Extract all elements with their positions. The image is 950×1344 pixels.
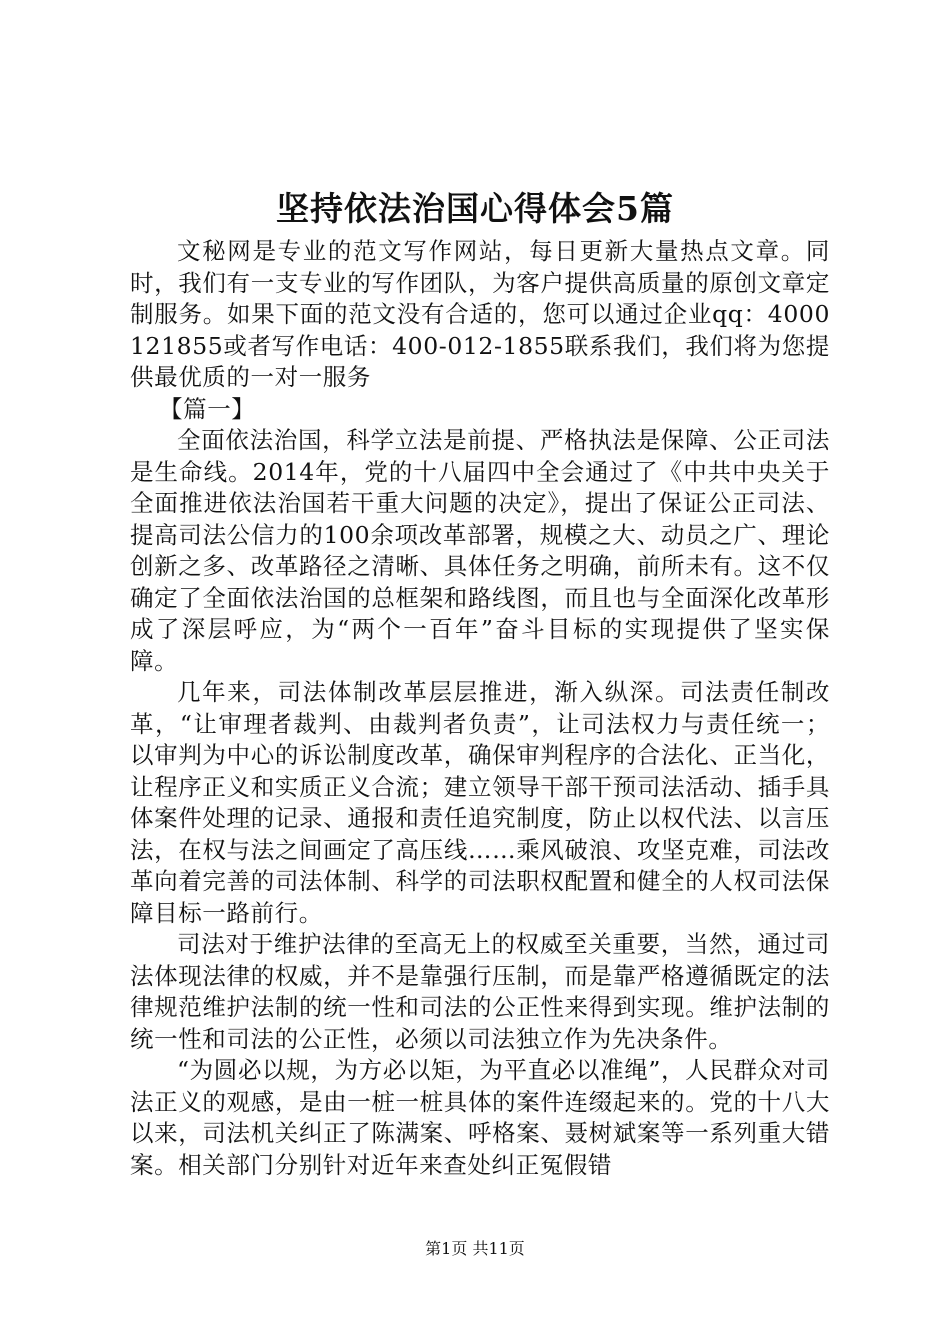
- document-body: [130, 236, 830, 1181]
- body-paragraph: 全面依法治国，科学立法是前提、严格执法是保障、公正司法是生命线。2014年，党的十八届四中全会通过了《中共中央关于全面推进依法治国若干重大问题的决定》，提出了保证公正司法、提高司法公信力的100余项改革部署，规模之大、动员之广、理论创新之多、改革路径之清晰、具体任务之明确，前所未有。这不仅确定了全面依法治国的总框架和路线图，而且也与全面深化改革形成了深层呼应，为“两个一百年”奋斗目标的实现提供了坚实保障。: [130, 426, 830, 675]
- body-paragraph: 司法对于维护法律的至高无上的权威至关重要，当然，通过司法体现法律的权威，并不是靠强行压制，而是靠严格遵循既定的法律规范维护法制的统一性和司法的公正性来得到实现。维护法制的统一性和司法的公正性，必须以司法独立作为先决条件。: [130, 930, 830, 1053]
- body-paragraph: “为圆必以规，为方必以矩，为平直必以准绳”，人民群众对司法正义的观感，是由一桩一桩具体的案件连缀起来的。党的十八大以来，司法机关纠正了陈满案、呼格案、聂树斌案等一系列重大错案。相关部门分别针对近年来查处纠正冤假错: [130, 1056, 830, 1179]
- page-footer: 第1页 共11页: [425, 1239, 525, 1258]
- section-heading: 【篇一】: [159, 394, 256, 423]
- intro-paragraph: 文秘网是专业的范文写作网站，每日更新大量热点文章。同时，我们有一支专业的写作团队，为客户提供高质量的原创文章定制服务。如果下面的范文没有合适的，您可以通过企业qq：4000121855或者写作电话：400-012-1855联系我们，我们将为您提供最优质的一对一服务: [130, 237, 830, 391]
- document-title: 坚持依法治国心得体会5篇: [276, 189, 674, 228]
- body-paragraph: 几年来，司法体制改革层层推进，渐入纵深。司法责任制改革，“让审理者裁判、由裁判者负责”，让司法权力与责任统一；以审判为中心的诉讼制度改革，确保审判程序的合法化、正当化，让程序正义和实质正义合流；建立领导干部干预司法活动、插手具体案件处理的记录、通报和责任追究制度，防止以权代法、以言压法，在权与法之间画定了高压线……乘风破浪、攻坚克难，司法改革向着完善的司法体制、科学的司法职权配置和健全的人权司法保障目标一路前行。: [130, 678, 830, 927]
